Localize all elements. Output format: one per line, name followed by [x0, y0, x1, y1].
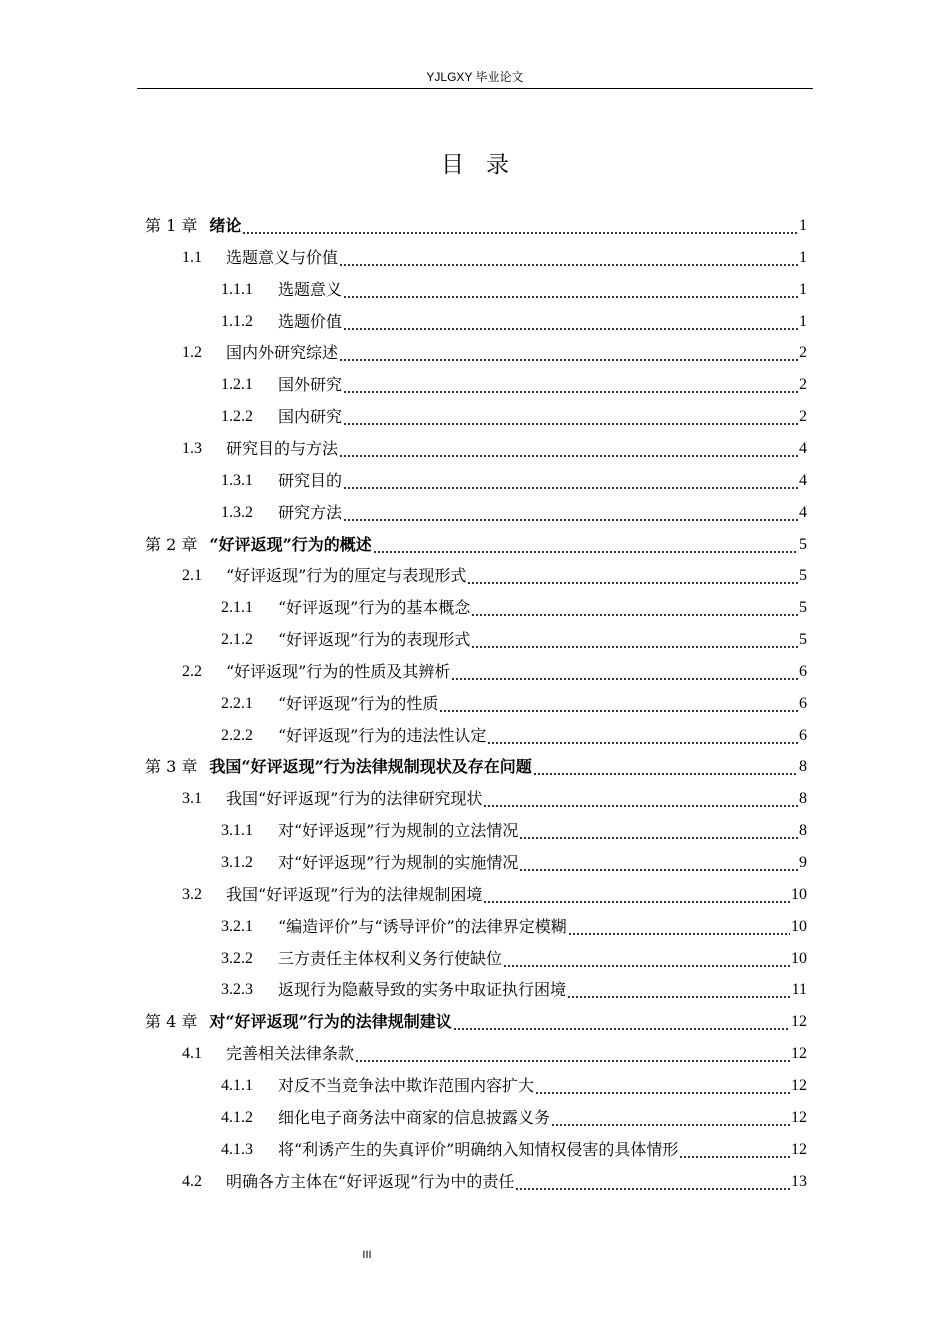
toc-entry-page: 13: [791, 1172, 807, 1190]
toc-entry-number: 第 2 章: [145, 534, 198, 554]
toc-entry-number: 3.2.1: [221, 917, 253, 935]
toc-entry-title: “好评返现”行为的厘定与表现形式: [226, 566, 467, 586]
toc-entry[interactable]: [221, 626, 807, 650]
toc-leader-dots: [483, 885, 790, 905]
toc-entry-number: 4.1: [182, 1045, 202, 1063]
toc-entry-title: 研究方法: [278, 502, 343, 522]
toc-leader-dots: [679, 1140, 790, 1160]
toc-entry-page: 1: [799, 312, 807, 330]
toc-leader-dots: [343, 407, 798, 427]
toc-leader-dots: [567, 980, 791, 1000]
toc-entry-number: 2.1.1: [221, 599, 253, 617]
toc-entry-page: 6: [799, 694, 807, 712]
toc-leader-dots: [467, 566, 798, 586]
toc-entry-title: 我国“好评返现”行为的法律规制困境: [226, 884, 483, 904]
toc-entry-number: 第 4 章: [145, 1012, 198, 1032]
toc-entry-title: 绪论: [209, 216, 242, 235]
toc-entry-page: 4: [799, 439, 807, 457]
toc-entry-page: 6: [799, 726, 807, 744]
toc-entry-number: 3.1.2: [221, 854, 253, 871]
toc-entry-page: 12: [791, 1108, 807, 1126]
toc-leader-dots: [242, 216, 798, 236]
toc-entry[interactable]: [145, 531, 807, 555]
toc-entry-page: 6: [799, 662, 807, 680]
toc-leader-dots: [471, 630, 798, 650]
toc-entry[interactable]: [182, 562, 807, 586]
toc-entry-number: 4.1.2: [221, 1108, 253, 1126]
toc-leader-dots: [551, 1108, 790, 1128]
toc-leader-dots: [355, 1044, 790, 1064]
toc-entry-page: 5: [799, 631, 807, 649]
toc-entry-number: 3.1: [182, 790, 202, 808]
toc-entry-title: 对“好评返现”行为的法律规制建议: [209, 1012, 452, 1032]
toc-entry-number: 2.2.2: [221, 726, 253, 744]
toc-entry-page: 1: [799, 248, 807, 266]
toc-entry-title: 对“好评返现”行为规制的立法情况: [278, 821, 519, 841]
toc-entry-number: 1.3.2: [221, 503, 253, 521]
toc-entry[interactable]: [221, 467, 807, 491]
toc-entry[interactable]: [145, 753, 807, 777]
toc-leader-dots: [343, 471, 798, 491]
toc-entry-title: 明确各方主体在“好评返现”行为中的责任: [226, 1171, 515, 1191]
toc-leader-dots: [451, 662, 798, 682]
toc-entry[interactable]: [221, 1104, 807, 1128]
toc-entry[interactable]: [221, 1136, 807, 1160]
toc-leader-dots: [343, 312, 798, 332]
toc-entry-number: 1.2.2: [221, 408, 253, 426]
toc-entry-title: “好评返现”行为的性质: [278, 693, 439, 713]
toc-entry-page: 5: [799, 535, 807, 553]
toc-leader-dots: [515, 1172, 790, 1192]
toc-entry-title: 将“利诱产生的失真评价”明确纳入知情权侵害的具体情形: [278, 1139, 679, 1159]
toc-entry-title: 完善相关法律条款: [226, 1044, 355, 1064]
page-number: III: [362, 1249, 372, 1261]
toc-leader-dots: [339, 343, 798, 363]
toc-entry-title: 研究目的: [278, 470, 343, 490]
toc-entry-number: 1.1: [182, 248, 202, 266]
toc-leader-dots: [483, 789, 798, 809]
toc-entry[interactable]: [221, 594, 807, 618]
toc-entry[interactable]: [182, 1040, 807, 1064]
toc-entry-page: 10: [791, 949, 807, 967]
toc-leader-dots: [339, 248, 798, 268]
toc-entry-page: 10: [791, 885, 807, 903]
toc-entry-page: 8: [799, 790, 807, 808]
toc-entry-page: 4: [799, 471, 807, 489]
toc-entry[interactable]: [182, 1168, 807, 1192]
toc-entry-number: 2.1.2: [221, 631, 253, 649]
toc-leader-dots: [343, 375, 798, 395]
toc-entry-title: 选题意义与价值: [226, 247, 339, 267]
toc-leader-dots: [343, 503, 798, 523]
toc-entry-page: 9: [799, 854, 807, 871]
toc-entry-number: 1.1.2: [221, 312, 253, 330]
toc-entry-page: 8: [799, 822, 807, 840]
toc-entry[interactable]: [182, 658, 807, 682]
toc-entry[interactable]: [182, 244, 807, 268]
toc-entry[interactable]: [221, 1072, 807, 1096]
toc-entry-number: 2.2: [182, 662, 202, 680]
toc-entry-title: 国内外研究综述: [226, 343, 339, 363]
toc-entry-title: “好评返现”行为的基本概念: [278, 598, 471, 618]
toc-entry-number: 4.1.1: [221, 1076, 253, 1094]
toc-entry-title: “好评返现”行为的表现形式: [278, 630, 471, 650]
toc-entry[interactable]: [221, 690, 807, 714]
toc-entry-number: 3.2.2: [221, 949, 253, 967]
toc-entry-page: 12: [791, 1045, 807, 1063]
toc-entry-page: 2: [799, 376, 807, 394]
toc-leader-dots: [568, 917, 790, 937]
toc-entry[interactable]: [221, 403, 807, 427]
toc-leader-dots: [533, 757, 798, 777]
toc-entry-title: 国外研究: [278, 375, 343, 395]
toc-entry-title: 研究目的与方法: [226, 438, 339, 458]
toc-entry-title: 细化电子商务法中商家的信息披露义务: [278, 1107, 551, 1127]
toc-entry[interactable]: [182, 435, 807, 459]
toc-entry[interactable]: [221, 722, 807, 746]
toc-entry-page: 1: [799, 217, 807, 234]
toc-entry-page: 12: [791, 1013, 807, 1031]
toc-entry[interactable]: [221, 913, 807, 937]
toc-entry-title: 我国“好评返现”行为法律规制现状及存在问题: [209, 757, 532, 777]
toc-entry-number: 2.1: [182, 567, 202, 585]
toc-entry-page: 5: [799, 567, 807, 585]
toc-leader-dots: [373, 535, 798, 555]
toc-entry-page: 2: [799, 408, 807, 426]
toc-entry-page: 2: [799, 344, 807, 362]
toc-entry-page: 11: [791, 981, 807, 999]
toc-leader-dots: [519, 821, 798, 841]
toc-entry-number: 3.2.3: [221, 981, 253, 999]
toc-entry-page: 12: [791, 1140, 807, 1158]
toc-leader-dots: [471, 598, 798, 618]
toc-entry-number: 3.1.1: [221, 822, 253, 840]
toc-entry[interactable]: [182, 339, 807, 363]
toc-entry-number: 第 1 章: [145, 216, 198, 235]
toc-leader-dots: [339, 439, 798, 459]
toc-entry-number: 1.2.1: [221, 376, 253, 394]
toc-entry-number: 第 3 章: [145, 757, 198, 777]
toc-entry-page: 4: [799, 503, 807, 521]
toc-entry-page: 5: [799, 599, 807, 617]
toc-leader-dots: [535, 1076, 790, 1096]
toc-entry-number: 1.3: [182, 439, 202, 457]
toc-entry-page: 8: [799, 758, 807, 776]
toc-leader-dots: [519, 853, 798, 873]
toc-entry[interactable]: [182, 881, 807, 905]
toc-entry-title: 三方责任主体权利义务行使缺位: [278, 948, 503, 968]
toc-entry[interactable]: [221, 308, 807, 332]
toc-entry-page: 12: [791, 1076, 807, 1094]
toc-leader-dots: [343, 280, 798, 300]
toc-entry-title: 选题价值: [278, 311, 343, 331]
toc-entry-number: 1.3.1: [221, 471, 253, 489]
toc-entry[interactable]: [145, 212, 807, 236]
toc-entry[interactable]: [221, 371, 807, 395]
toc-leader-dots: [487, 726, 798, 746]
toc-entry-number: 1.1.1: [221, 280, 253, 298]
toc-entry[interactable]: [221, 976, 807, 1000]
toc-leader-dots: [453, 1012, 790, 1032]
toc-entry-title: 国内研究: [278, 407, 343, 427]
toc-entry-number: 2.2.1: [221, 694, 253, 712]
toc-entry-page: 10: [791, 917, 807, 935]
toc-entry-title: 返现行为隐蔽导致的实务中取证执行困境: [278, 980, 567, 1000]
toc-entry[interactable]: [221, 499, 807, 523]
toc-entry-title: 选题意义: [278, 279, 343, 299]
toc-leader-dots: [439, 694, 798, 714]
toc-entry-number: 3.2: [182, 885, 202, 903]
toc-entry-title: “好评返现”行为的概述: [209, 534, 372, 554]
toc-entry-title: 对“好评返现”行为规制的实施情况: [278, 853, 519, 872]
toc-entry-title: “好评返现”行为的性质及其辨析: [226, 661, 451, 681]
toc-entry[interactable]: [221, 817, 807, 841]
toc-entry-title: “好评返现”行为的违法性认定: [278, 725, 487, 745]
toc-entry[interactable]: [182, 785, 807, 809]
toc-entry-page: 1: [799, 280, 807, 298]
toc-entry-title: “编造评价”与“诱导评价”的法律界定模糊: [278, 916, 567, 936]
toc-entry-number: 4.2: [182, 1172, 202, 1190]
toc-entry[interactable]: [221, 945, 807, 969]
toc-entry-title: 对反不当竞争法中欺诈范围内容扩大: [278, 1075, 535, 1095]
toc-entry-title: 我国“好评返现”行为的法律研究现状: [226, 789, 483, 809]
toc-title: 目录: [441, 152, 531, 178]
toc-entry[interactable]: [145, 1008, 807, 1032]
toc-leader-dots: [503, 949, 790, 969]
header-text: YJLGXY 毕业论文: [426, 70, 524, 84]
toc-entry-number: 1.2: [182, 344, 202, 362]
toc-entry[interactable]: [221, 276, 807, 300]
toc-entry-number: 4.1.3: [221, 1140, 253, 1158]
toc-entry[interactable]: [221, 849, 807, 873]
